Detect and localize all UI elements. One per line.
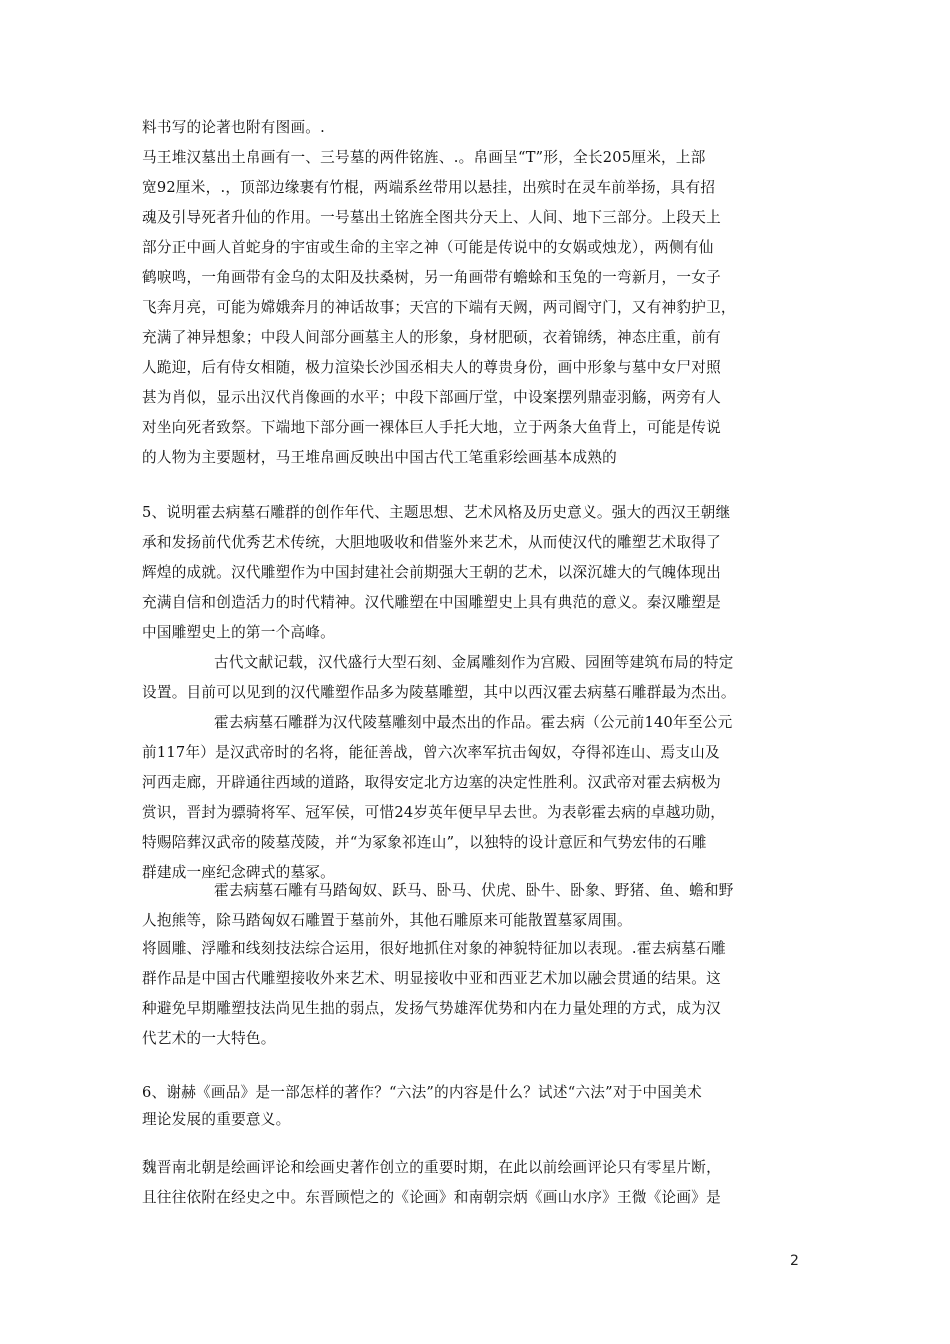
text-line: 魏晋南北朝是绘画评论和绘画史著作创立的重要时期，在此以前绘画评论只有零星片断，	[142, 1159, 721, 1176]
text-line: 赏识，晋封为骠骑将军、冠军侯，可惜24岁英年便早早去世。为表彰霍去病的卓越功勋，	[142, 804, 726, 821]
text-line: 充满了神异想象；中段人间部分画墓主人的形象，身材肥硕，衣着锦绣，神态庄重，前有	[142, 329, 721, 346]
text-line: 霍去病墓石雕有马踏匈奴、跃马、卧马、伏虎、卧牛、卧象、野猪、鱼、蟾和野	[214, 882, 734, 899]
text-line: 宽92厘米，.，顶部边缘裹有竹棍，两端系丝带用以悬挂，出殡时在灵车前举扬，具有招	[142, 179, 716, 196]
question-5-paragraph-4	[142, 934, 822, 1054]
text-line: 马王堆汉墓出土帛画有一、三号墓的两件铭旌、.。帛画呈“T”形，全长205厘米，上部	[142, 149, 706, 166]
question-5-intro	[142, 498, 822, 648]
text-line: 霍去病墓石雕群为汉代陵墓雕刻中最杰出的作品。霍去病（公元前140年至公元	[214, 714, 733, 731]
text-line: 5、说明霍去病墓石雕群的创作年代、主题思想、艺术风格及历史意义。强大的西汉王朝继	[142, 504, 731, 521]
text-line: 人跪迎，后有侍女相随，极力渲染长沙国丞相夫人的尊贵身份，画中形象与墓中女尸对照	[142, 359, 721, 376]
question-5-paragraph-3	[142, 876, 822, 936]
text-line: 代艺术的一大特色。	[142, 1030, 276, 1047]
question-5-paragraph-2	[142, 708, 822, 888]
text-line: 的人物为主要题材，马王堆帛画反映出中国古代工笔重彩绘画基本成熟的	[142, 449, 618, 466]
page-number: 2	[790, 1253, 799, 1269]
text-line: 前117年）是汉武帝时的名将，能征善战，曾六次率军抗击匈奴，夺得祁连山、焉支山及	[142, 744, 720, 761]
text-line: 且往往依附在经史之中。东晋顾恺之的《论画》和南朝宗炳《画山水序》王微《论画》是	[142, 1189, 721, 1206]
text-line: 6、谢赫《画品》是一部怎样的著作？“六法”的内容是什么？试述“六法”对于中国美术	[142, 1084, 702, 1101]
text-line: 河西走廊，开辟通往西域的道路，取得安定北方边塞的决定性胜利。汉武帝对霍去病极为	[142, 774, 721, 791]
text-line: 辉煌的成就。汉代雕塑作为中国封建社会前期强大王朝的艺术，以深沉雄大的气魄体现出	[142, 564, 721, 581]
paragraph-mawangdui	[142, 113, 822, 473]
question-5-paragraph-1	[142, 648, 822, 708]
text-line: 中国雕塑史上的第一个高峰。	[142, 624, 335, 641]
text-line: 部分正中画人首蛇身的宇宙或生命的主宰之神（可能是传说中的女娲或烛龙），两侧有仙	[142, 239, 714, 256]
text-line: 设置。目前可以见到的汉代雕塑作品多为陵墓雕塑，其中以西汉霍去病墓石雕群最为杰出。	[142, 684, 736, 701]
text-line: 充满自信和创造活力的时代精神。汉代雕塑在中国雕塑史上具有典范的意义。秦汉雕塑是	[142, 594, 721, 611]
text-line: 料书写的论著也附有图画。.	[142, 119, 326, 136]
text-line: 特赐陪葬汉武帝的陵墓茂陵，并“为冢象祁连山”，以独特的设计意匠和气势宏伟的石雕	[142, 834, 707, 851]
text-line: 理论发展的重要意义。	[142, 1111, 291, 1128]
text-line: 魂及引导死者升仙的作用。一号墓出土铭旌全图共分天上、人间、地下三部分。上段天上	[142, 209, 721, 226]
text-line: 人抱熊等，除马踏匈奴石雕置于墓前外，其他石雕原来可能散置墓冢周围。	[142, 912, 632, 929]
text-line: 飞奔月亮，可能为嫦娥奔月的神话故事；天宫的下端有天阙，两司阍守门，又有神豹护卫，	[142, 299, 736, 316]
text-line: 甚为肖似，显示出汉代肖像画的水平；中段下部画厅堂，中设案摆列鼎壶羽觞，两旁有人	[142, 389, 721, 406]
text-line: 承和发扬前代优秀艺术传统，大胆地吸收和借鉴外来艺术，从而使汉代的雕塑艺术取得了	[142, 534, 721, 551]
text-line: 古代文献记载，汉代盛行大型石刻、金属雕刻作为宫殿、园囿等建筑布局的特定	[214, 654, 734, 671]
text-line: 鹤唳鸣，一角画带有金乌的太阳及扶桑树，另一角画带有蟾蜍和玉兔的一弯新月，一女子	[142, 269, 721, 286]
text-line: 对坐向死者致祭。下端地下部分画一裸体巨人手托大地，立于两条大鱼背上，可能是传说	[142, 419, 721, 436]
text-line: 种避免早期雕塑技法尚见生拙的弱点，发扬气势雄浑优势和内在力量处理的方式，成为汉	[142, 1000, 721, 1017]
text-line: 群建成一座纪念碑式的墓冢。	[142, 864, 335, 881]
question-6-heading	[142, 1079, 822, 1133]
text-line: 将圆雕、浮雕和线刻技法综合运用，很好地抓住对象的神貌特征加以表现。.霍去病墓石雕	[142, 940, 726, 957]
text-line: 群作品是中国古代雕塑接收外来艺术、明显接收中亚和西亚艺术加以融会贯通的结果。这	[142, 970, 721, 987]
question-6-answer	[142, 1153, 822, 1213]
